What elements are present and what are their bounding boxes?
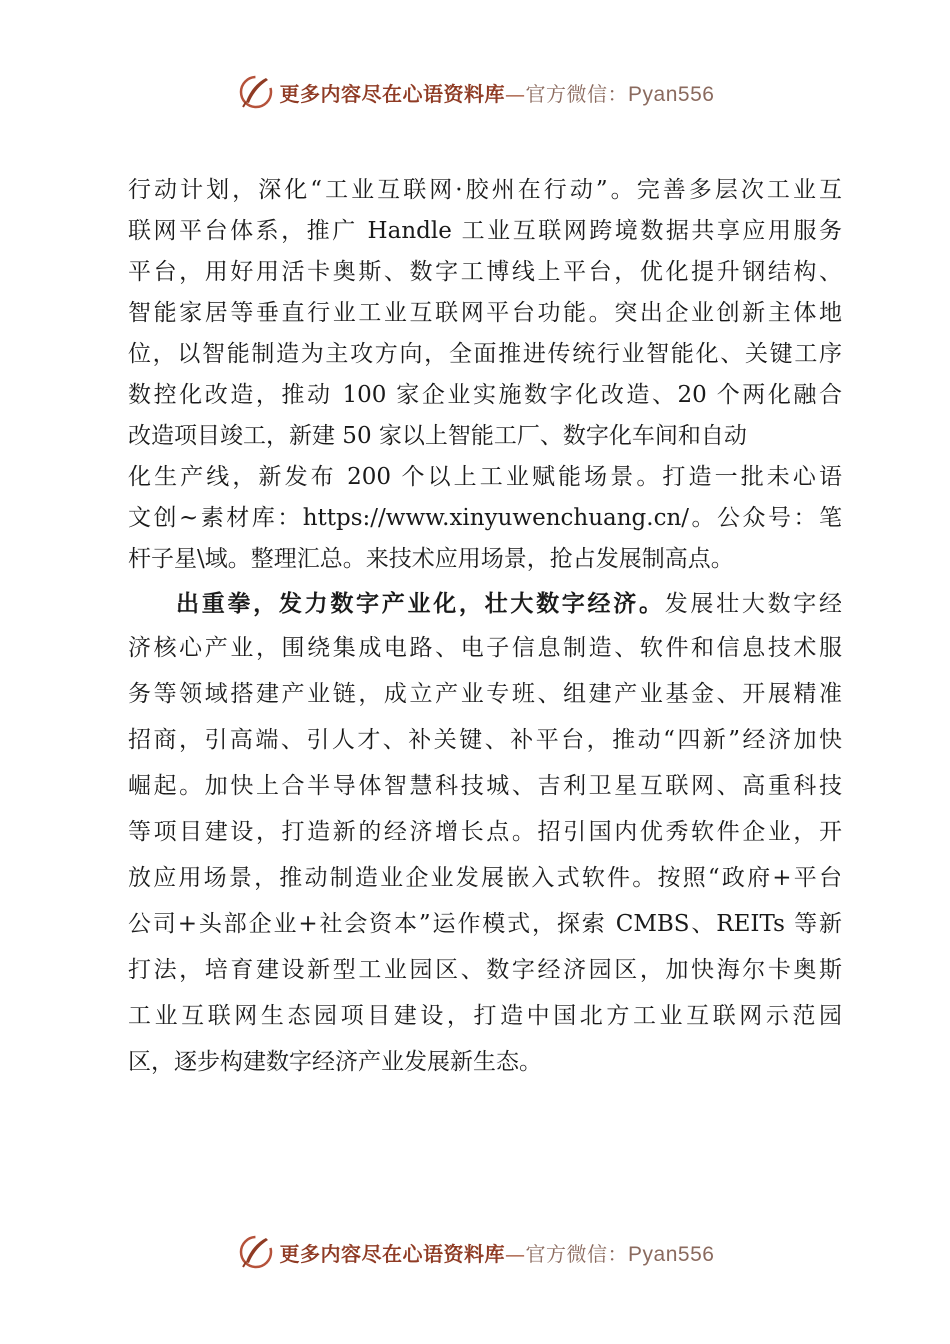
- text-line: 工业互联网生态园项目建设，打造中国北方工业互联网示范园: [128, 1003, 842, 1029]
- text-line: 平台，用好用活卡奥斯、数字工博线上平台，优化提升钢结构、: [128, 259, 842, 285]
- text-line: 文创~素材库：https://www.xinyuwenchuang.cn/。公众号：笔: [128, 505, 842, 531]
- text-line: 化生产线，新发布 200 个以上工业赋能场景。打造一批未心语: [128, 464, 842, 490]
- text-line: 公司+头部企业+社会资本”运作模式，探索 CMBS、REITs 等新: [128, 911, 842, 937]
- quill-pen-circle-icon: [236, 72, 276, 112]
- text-line: 数控化改造，推动 100 家企业实施数字化改造、20 个两化融合: [128, 382, 842, 408]
- quill-pen-circle-icon: [236, 1232, 276, 1272]
- text-line: 打法，培育建设新型工业园区、数字经济园区，加快海尔卡奥斯: [128, 957, 842, 983]
- watermark-text: [280, 78, 715, 107]
- watermark-brand: 更多内容尽在心语资料库: [279, 1241, 506, 1266]
- paragraph-1: [128, 170, 842, 580]
- watermark-brand: 更多内容尽在心语资料库: [279, 81, 506, 106]
- text-line: 智能家居等垂直行业工业互联网平台功能。突出企业创新主体地: [128, 300, 842, 326]
- text-fragment: 发展壮大数字经: [664, 591, 843, 617]
- text-line: 济核心产业，围绕集成电路、电子信息制造、软件和信息技术服: [128, 635, 842, 661]
- watermark-wechat-id: Pyan556: [628, 82, 715, 106]
- paragraph-lead: 出重拳，发力数字产业化，壮大数字经济。: [176, 591, 665, 617]
- text-line: 区，逐步构建数字经济产业发展新生态。: [128, 1049, 542, 1075]
- text-line: 等项目建设，打造新的经济增长点。招引国内优秀软件企业，开: [128, 819, 842, 845]
- watermark-text: [280, 1238, 715, 1267]
- watermark-separator: —: [505, 81, 526, 106]
- text-line: 崛起。加快上合半导体智慧科技城、吉利卫星互联网、高重科技: [128, 773, 842, 799]
- text-line: [128, 584, 842, 625]
- header-watermark: [0, 72, 950, 112]
- watermark-wechat-label: 官方微信：: [525, 1241, 629, 1266]
- text-line: 改造项目竣工，新建 50 家以上智能工厂、数字化车间和自动: [128, 423, 747, 449]
- text-line: 放应用场景，推动制造业企业发展嵌入式软件。按照“政府+平台: [128, 865, 842, 891]
- text-line: 位，以智能制造为主攻方向，全面推进传统行业智能化、关键工序: [128, 341, 842, 367]
- footer-watermark: [0, 1232, 950, 1272]
- document-body: [128, 170, 842, 1085]
- watermark-separator: —: [505, 1241, 526, 1266]
- watermark-wechat-label: 官方微信：: [525, 81, 629, 106]
- paragraph-2: [128, 584, 842, 1085]
- watermark-wechat-id: Pyan556: [628, 1242, 715, 1266]
- text-line: 务等领域搭建产业链，成立产业专班、组建产业基金、开展精准: [128, 681, 842, 707]
- text-line: 联网平台体系，推广 Handle 工业互联网跨境数据共享应用服务: [128, 218, 842, 244]
- text-line: 行动计划，深化“工业互联网·胶州在行动”。完善多层次工业互: [128, 177, 842, 203]
- text-line: 招商，引高端、引人才、补关键、补平台，推动“四新”经济加快: [128, 727, 842, 753]
- text-line: 杆子星\域。整理汇总。来技术应用场景，抢占发展制高点。: [128, 546, 734, 572]
